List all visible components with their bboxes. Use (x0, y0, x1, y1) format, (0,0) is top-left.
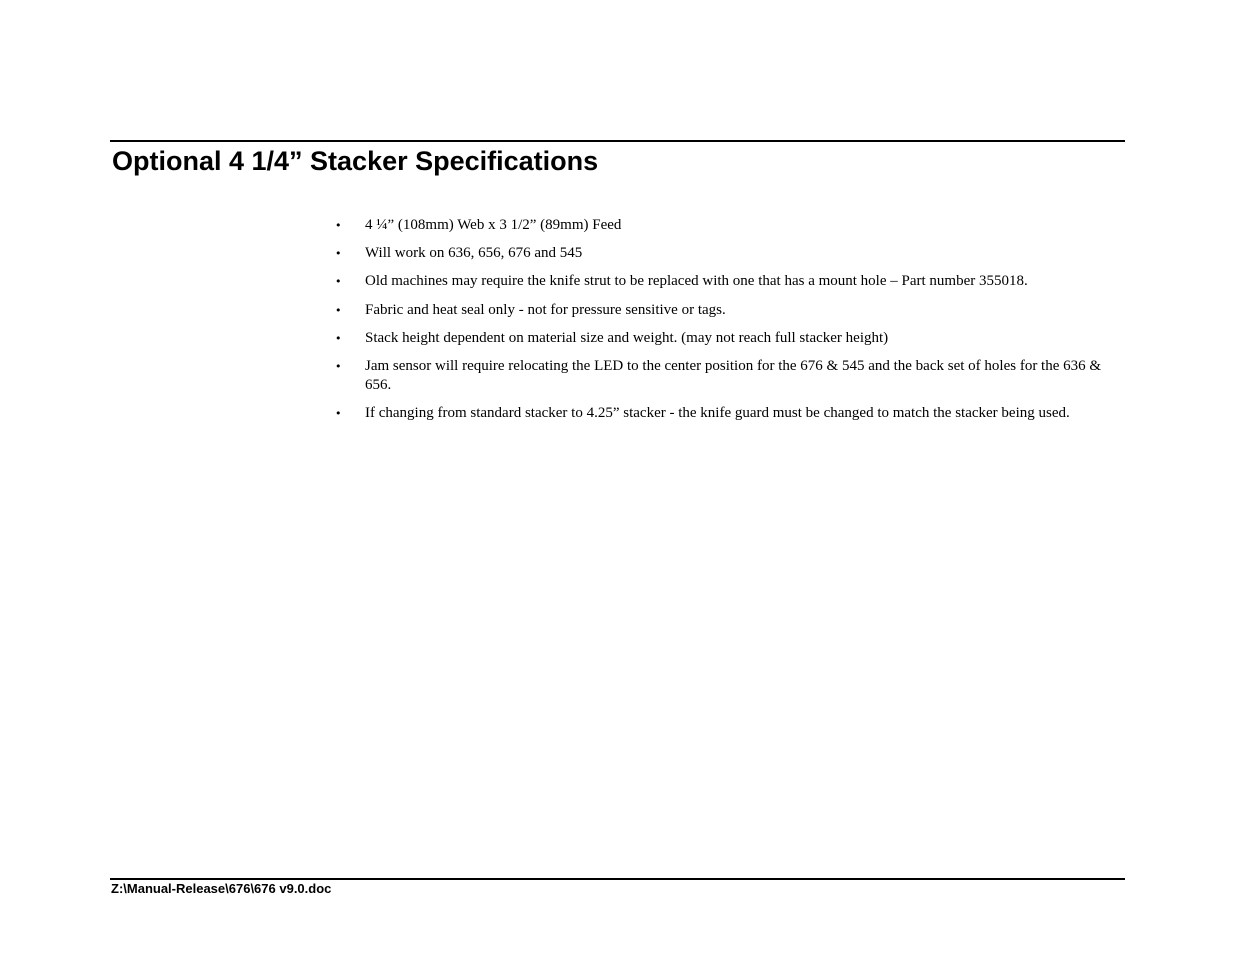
bullet-icon: • (335, 219, 342, 232)
spec-item (335, 404, 1120, 423)
bullet-icon: • (335, 359, 342, 373)
spec-text: 4 ¼” (108mm) Web x 3 1/2” (89mm) Feed (365, 217, 622, 233)
footer-rule (110, 878, 1125, 880)
spec-item (335, 216, 1120, 235)
bullet-icon: • (335, 275, 342, 289)
bullet-icon: • (335, 407, 342, 421)
spec-list (335, 216, 1120, 432)
spec-text: Jam sensor will require relocating the LED to the center position for the 676 & 545 and the back set of holes for the 636 & 656. (365, 357, 1102, 393)
spec-item (335, 357, 1120, 395)
spec-text: Fabric and heat seal only - not for pressure sensitive or tags. (365, 301, 726, 318)
header-rule (110, 140, 1125, 142)
spec-text: Stack height dependent on material size and weight. (may not reach full stacker height) (365, 329, 889, 346)
bullet-icon: • (335, 247, 342, 261)
spec-text: Will work on 636, 656, 676 and 545 (365, 245, 583, 262)
spec-item (335, 301, 1120, 320)
page-title: Optional 4 1/4” Stacker Specifications (112, 146, 599, 176)
spec-item (335, 244, 1120, 263)
bullet-icon: • (335, 331, 342, 345)
spec-item (335, 272, 1120, 291)
spec-item (335, 329, 1120, 348)
footer-file-path: Z:\Manual-Release\676\676 v9.0.doc (111, 881, 332, 896)
bullet-icon: • (335, 303, 342, 317)
spec-text: If changing from standard stacker to 4.25” stacker - the knife guard must be changed to match the stacker being used. (365, 405, 1070, 422)
spec-text: Old machines may require the knife strut to be replaced with one that has a mount hole – Part number 355018. (365, 273, 1028, 290)
